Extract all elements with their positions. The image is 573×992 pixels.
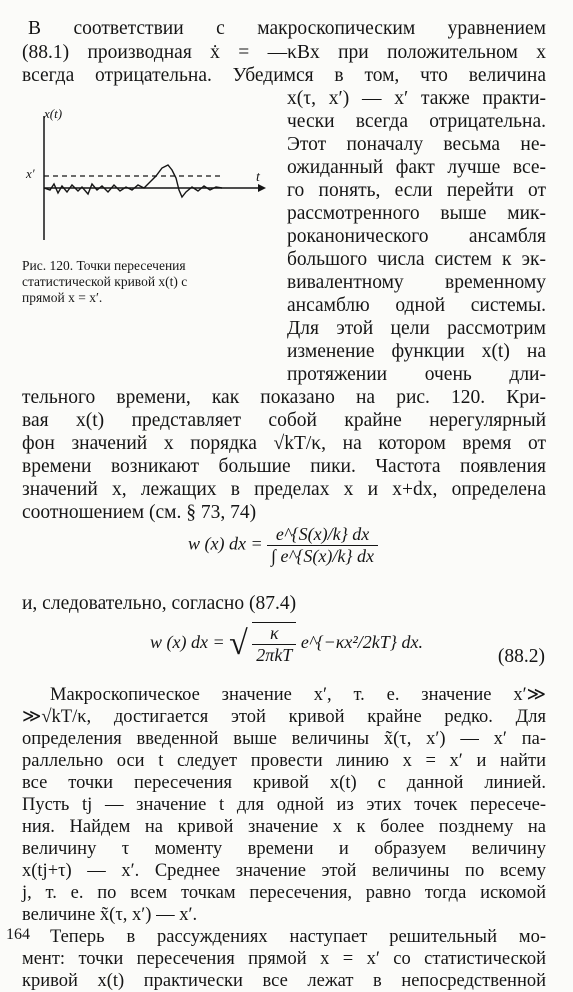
formula-denominator: ∫ e^{S(x)/k} dx <box>271 546 374 566</box>
signal-curve <box>44 165 222 197</box>
text-line: Пусть tj — значение t для одной из этих точек пересече- <box>22 795 546 815</box>
formula-numerator: e^{S(x)/k} dx <box>267 524 378 546</box>
text-line: (88.1) производная ẋ = —κBx при положительном x <box>22 42 546 63</box>
text-line: тельного времени, как показано на рис. 120. Кри- <box>22 387 546 408</box>
formula-lhs: w (x) dx = <box>188 533 263 554</box>
caption-line: Рис. 120. Точки пересечения <box>22 258 186 273</box>
text-line: времени возникают большие пики. Частота появления <box>22 456 546 477</box>
y-axis-label: x(t) <box>44 106 63 121</box>
text-line: Для этой цели рассмотрим <box>287 318 546 339</box>
text-line: раллельно оси t следует провести линию x = x′ и найти <box>22 751 546 771</box>
text-line: Теперь в рассуждениях наступает решительный мо- <box>50 927 546 947</box>
formula-fraction <box>267 524 378 567</box>
text-line: все точки пересечения кривой x(t) с данной линией. <box>22 773 546 793</box>
text-line: соотношением (см. § 73, 74) <box>22 502 257 523</box>
text-line: x(tj+τ) — x′. Среднее значение этой величины по всему <box>22 861 546 881</box>
text-line: фон значений x порядка √kT/κ, на котором время от <box>22 433 546 454</box>
formula-denominator: 2πkT <box>256 645 293 665</box>
text-line: величине x̃(τ, x′) — x′. <box>22 905 198 925</box>
text-line: кривой x(t) практически все лежат в непосредственной <box>22 971 546 991</box>
text-line: мент: точки пересечения прямой x = x′ со статистической <box>22 949 546 969</box>
figure-120 <box>22 108 272 258</box>
text-line: протяжении очень дли- <box>287 364 546 385</box>
text-line: рассмотренного выше мик- <box>287 203 546 224</box>
equation-number: (88.2) <box>497 646 545 667</box>
formula-w-dx-2 <box>150 622 423 666</box>
text-line: вая x(t) представляет собой крайне нерегулярный <box>22 410 546 431</box>
formula-numerator: κ <box>252 623 296 645</box>
statistical-curve-plot <box>22 108 272 258</box>
text-line: роканонического ансамбля <box>287 226 546 247</box>
text-line: всегда отрицательна. Убедимся в том, что величина <box>22 65 546 86</box>
caption-line: статистической кривой x(t) с <box>22 274 188 289</box>
text-line: Макроскопическое значение x′, т. е. значение x′≫ <box>50 685 546 705</box>
formula-exponential: e^{−κx²/2kT} dx. <box>300 632 423 653</box>
formula-lhs: w (x) dx = <box>150 632 225 653</box>
text-line: и, следовательно, согласно (87.4) <box>22 593 297 614</box>
formula-w-dx-1 <box>188 524 378 567</box>
text-line: ансамблю одной системы. <box>287 295 546 316</box>
text-line: x(τ, x′) — x′ также практи- <box>287 88 546 109</box>
text-line: значений x, лежащих в пределах x и x+dx, определена <box>22 479 546 500</box>
figure-caption <box>22 258 262 306</box>
text-line: ≫√kT/κ, достигается этой кривой крайне редко. Для <box>22 707 546 727</box>
text-line: изменение функции x(t) на <box>287 341 546 362</box>
level-label: x′ <box>26 166 35 181</box>
text-line: j, т. е. по всем точкам пересечения, равно тогда искомой <box>22 883 546 903</box>
page-number: 164 <box>6 926 30 943</box>
caption-line: прямой x = x′. <box>22 290 103 305</box>
text-line: величину τ моменту времени и образуем величину <box>22 839 546 859</box>
text-line: го понять, если перейти от <box>287 180 546 201</box>
formula-sqrt-fraction <box>252 622 296 666</box>
text-line: ожиданный факт лучше все- <box>287 157 546 178</box>
text-line: большого числа систем к эк- <box>287 249 546 270</box>
text-line: В соответствии с макроскопическим уравнением <box>28 18 546 39</box>
text-line: чески всегда отрицательна. <box>287 111 546 132</box>
text-line: вивалентному временному <box>287 272 546 293</box>
text-line: определения введенной выше величины x̃(τ, x′) — x′ па- <box>22 729 546 749</box>
sqrt-sign: √ <box>229 625 248 662</box>
text-line: Этот поначалу весьма не- <box>287 134 546 155</box>
text-line: ния. Найдем на кривой значение x к более позднему на <box>22 817 546 837</box>
t-axis-label: t <box>256 170 260 185</box>
